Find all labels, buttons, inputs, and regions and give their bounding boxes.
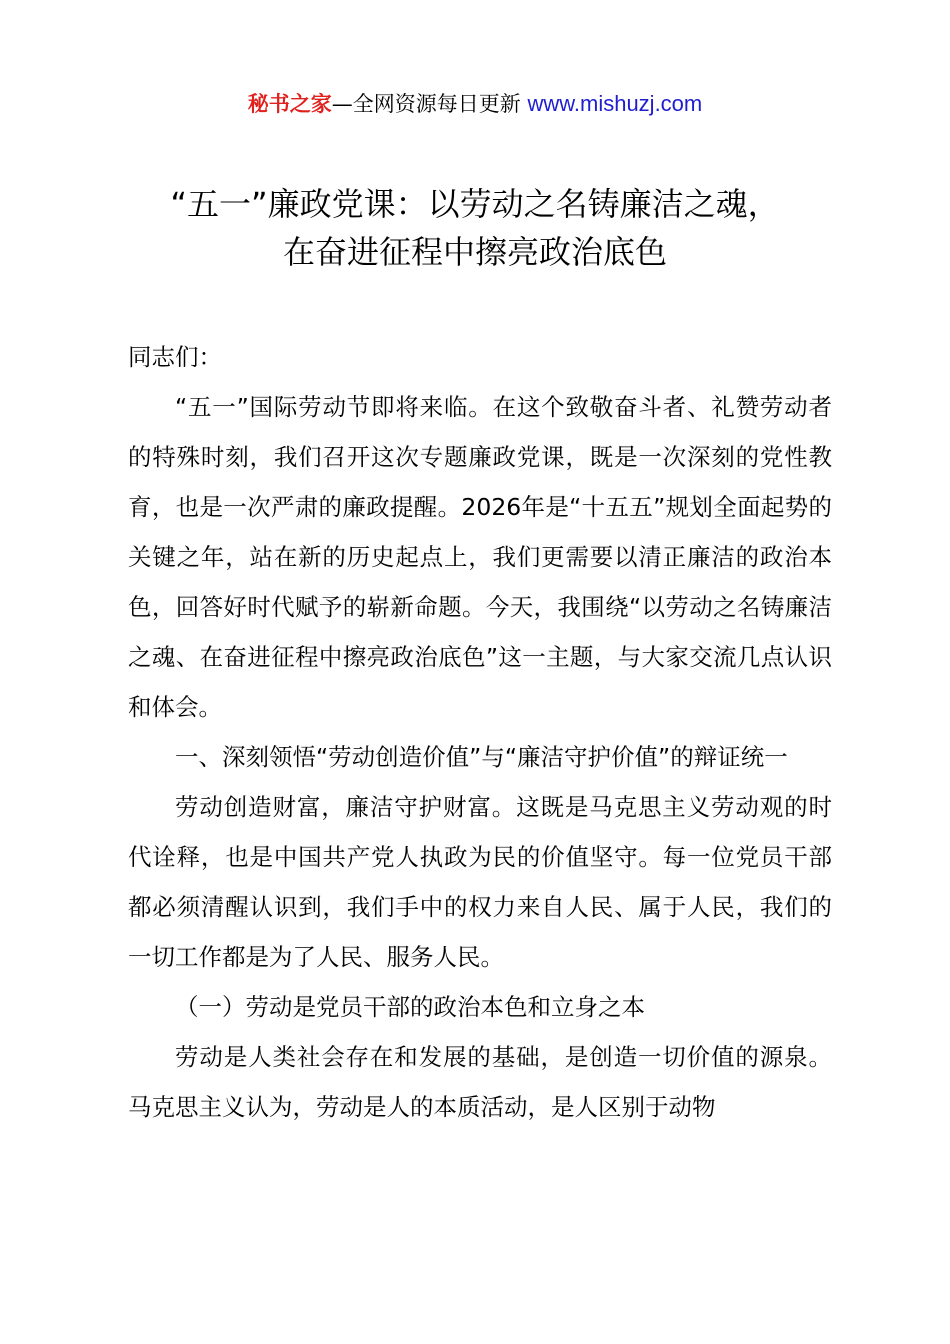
site-brand: 秘书之家 xyxy=(247,92,332,116)
document-body xyxy=(128,332,832,1132)
section-heading-1: 一、深刻领悟“劳动创造价值”与“廉洁守护价值”的辩证统一 xyxy=(175,743,788,771)
site-url-link[interactable]: www.mishuzj.com xyxy=(527,91,703,116)
site-header xyxy=(0,88,950,120)
title-line-2: 在奋进征程中擦亮政治底色 xyxy=(282,233,667,271)
paragraph-subsection-1: 劳动是人类社会存在和发展的基础，是创造一切价值的源泉。马克思主义认为，劳动是人的本质活动，是人区别于动物 xyxy=(128,1043,832,1121)
salutation: 同志们： xyxy=(128,343,222,371)
site-tagline: —全网资源每日更新 xyxy=(331,92,528,116)
title-line-1: “五一”廉政党课：以劳动之名铸廉洁之魂， xyxy=(170,185,780,223)
paragraph-intro: “五一”国际劳动节即将来临。在这个致敬奋斗者、礼赞劳动者的特殊时刻，我们召开这次专题廉政党课，既是一次深刻的党性教育，也是一次严肃的廉政提醒。2026年是“十五五”规划全面起势的关键之年，站在新的历史起点上，我们更需要以清正廉洁的政治本色，回答好时代赋予的崭新命题。今天，我围绕“以劳动之名铸廉洁之魂、在奋进征程中擦亮政治底色”这一主题，与大家交流几点认识和体会。 xyxy=(128,393,832,721)
document-title xyxy=(60,180,890,276)
subsection-heading-1: （一）劳动是党员干部的政治本色和立身之本 xyxy=(175,993,645,1021)
paragraph-section-1: 劳动创造财富，廉洁守护财富。这既是马克思主义劳动观的时代诠释，也是中国共产党人执政为民的价值坚守。每一位党员干部都必须清醒认识到，我们手中的权力来自人民、属于人民，我们的一切工作都是为了人民、服务人民。 xyxy=(128,793,832,971)
